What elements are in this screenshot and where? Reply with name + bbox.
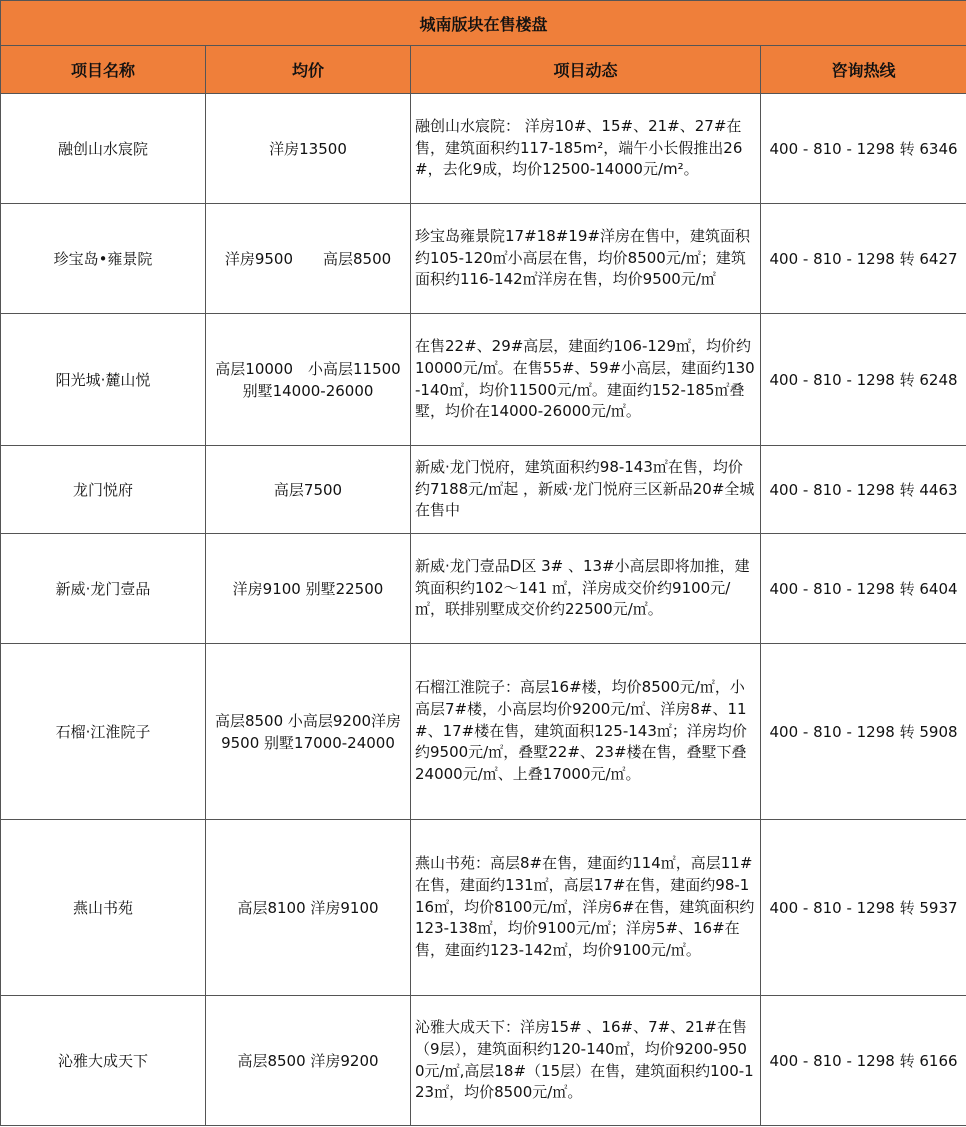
hotline: 400 - 810 - 1298 转 4463	[761, 446, 966, 534]
average-price: 高层10000 小高层11500 别墅14000-26000	[206, 314, 411, 446]
header-price: 均价	[206, 46, 411, 94]
header-row	[1, 46, 966, 94]
header-phone: 咨询热线	[761, 46, 966, 94]
project-news: 新威·龙门悦府，建筑面积约98-143㎡在售，均价约7188元/㎡起 ，新威·龙门悦府三区新品20#全城在售中	[411, 446, 761, 534]
table-row	[1, 996, 966, 1126]
project-name: 燕山书苑	[1, 820, 206, 996]
average-price: 洋房9500 高层8500	[206, 204, 411, 314]
average-price: 高层8500 小高层9200洋房9500 别墅17000-24000	[206, 644, 411, 820]
header-info: 项目动态	[411, 46, 761, 94]
table-row	[1, 644, 966, 820]
title-row	[1, 1, 966, 46]
table-row	[1, 94, 966, 204]
average-price: 高层8500 洋房9200	[206, 996, 411, 1126]
average-price: 洋房13500	[206, 94, 411, 204]
project-name: 融创山水宸院	[1, 94, 206, 204]
project-name: 石榴·江淮院子	[1, 644, 206, 820]
project-news: 新威·龙门壹品D区 3# 、13#小高层即将加推，建筑面积约102～141 ㎡，洋房成交价约9100元/㎡，联排别墅成交价约22500元/㎡。	[411, 534, 761, 644]
average-price: 高层8100 洋房9100	[206, 820, 411, 996]
project-news: 燕山书苑：高层8#在售，建面约114㎡，高层11#在售，建面约131㎡，高层17#在售，建面约98-116㎡，均价8100元/㎡，洋房6#在售，建筑面积约123-138㎡，均价9100元/㎡；洋房5#、16#在售，建面约123-142㎡，均价9100元/㎡。	[411, 820, 761, 996]
table-row	[1, 534, 966, 644]
average-price: 高层7500	[206, 446, 411, 534]
project-news: 在售22#、29#高层，建面约106-129㎡，均价约10000元/㎡。在售55#、59#小高层，建面约130-140㎡，均价11500元/㎡。建面约152-185㎡叠墅，均价在14000-26000元/㎡。	[411, 314, 761, 446]
project-name: 珍宝岛•雍景院	[1, 204, 206, 314]
table-row	[1, 446, 966, 534]
project-news: 石榴江淮院子：高层16#楼，均价8500元/㎡，小高层7#楼，小高层均价9200元/㎡、洋房8#、11#、17#楼在售，建筑面积125-143㎡；洋房均价约9500元/㎡，叠墅22#、23#楼在售，叠墅下叠24000元/㎡、上叠17000元/㎡。	[411, 644, 761, 820]
project-name: 沁雅大成天下	[1, 996, 206, 1126]
hotline: 400 - 810 - 1298 转 6427	[761, 204, 966, 314]
hotline: 400 - 810 - 1298 转 5937	[761, 820, 966, 996]
project-news: 沁雅大成天下：洋房15# 、16#、7#、21#在售（9层），建筑面积约120-140㎡，均价9200-9500元/㎡,高层18#（15层）在售，建筑面积约100-123㎡，均价8500元/㎡。	[411, 996, 761, 1126]
table-title: 城南版块在售楼盘	[1, 1, 966, 46]
project-name: 新威·龙门壹品	[1, 534, 206, 644]
hotline: 400 - 810 - 1298 转 6166	[761, 996, 966, 1126]
hotline: 400 - 810 - 1298 转 6404	[761, 534, 966, 644]
project-name: 龙门悦府	[1, 446, 206, 534]
table-row	[1, 820, 966, 996]
table-row	[1, 314, 966, 446]
project-name: 阳光城·麓山悦	[1, 314, 206, 446]
table-row	[1, 204, 966, 314]
header-name: 项目名称	[1, 46, 206, 94]
average-price: 洋房9100 别墅22500	[206, 534, 411, 644]
hotline: 400 - 810 - 1298 转 5908	[761, 644, 966, 820]
project-news: 融创山水宸院： 洋房10#、15#、21#、27#在售，建筑面积约117-185m²，端午小长假推出26#，去化9成，均价12500-14000元/m²。	[411, 94, 761, 204]
project-news: 珍宝岛雍景院17#18#19#洋房在售中，建筑面积约105-120㎡小高层在售，均价8500元/㎡；建筑面积约116-142㎡洋房在售，均价9500元/㎡	[411, 204, 761, 314]
hotline: 400 - 810 - 1298 转 6346	[761, 94, 966, 204]
hotline: 400 - 810 - 1298 转 6248	[761, 314, 966, 446]
